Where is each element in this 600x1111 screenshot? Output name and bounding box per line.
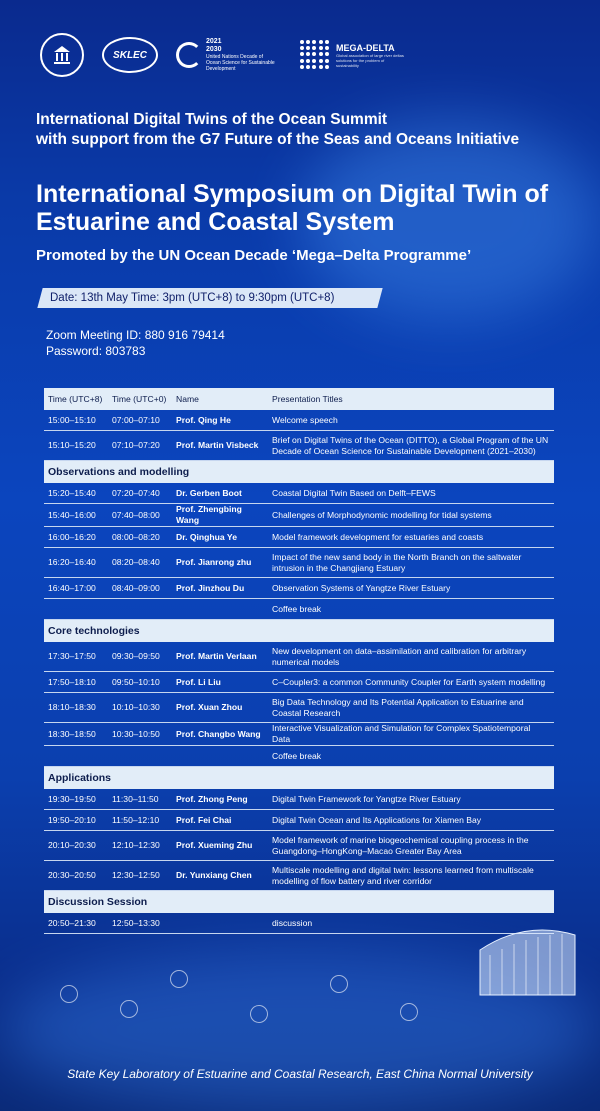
header-time-utc0: Time (UTC+0) <box>108 388 172 410</box>
time-utc8-cell: 18:10–18:30 <box>44 693 108 723</box>
mega-delta-dots-icon <box>300 40 330 70</box>
schedule-row <box>44 693 554 723</box>
time-utc0-cell: 10:30–10:50 <box>108 723 172 746</box>
zoom-info <box>46 327 225 359</box>
section-title: Applications <box>44 767 554 790</box>
speaker-name-cell: Prof. Changbo Wang <box>172 723 268 746</box>
schedule-row <box>44 504 554 527</box>
schedule-row <box>44 431 554 461</box>
section-header-row <box>44 461 554 484</box>
time-utc8-cell: 17:30–17:50 <box>44 642 108 672</box>
section-title: Core technologies <box>44 620 554 643</box>
un-decade-text: United Nations Decade of Ocean Science for Sustainable Development <box>206 54 275 72</box>
time-utc8-cell: 16:20–16:40 <box>44 548 108 578</box>
summit-line-2: with support from the G7 Future of the Seas and Oceans Initiative <box>36 131 520 148</box>
speaker-name-cell: Dr. Yunxiang Chen <box>172 861 268 891</box>
presentation-title-cell: Model framework of marine biogeochemical coupling process in the Guangdong–HongKong–Macao Greater Bay Area <box>268 831 554 861</box>
mega-delta-title: MEGA-DELTA <box>336 42 395 53</box>
time-utc0-cell: 12:10–12:30 <box>108 831 172 861</box>
speaker-name-cell: Prof. Xueming Zhu <box>172 831 268 861</box>
time-utc0-cell: 12:30–12:50 <box>108 861 172 891</box>
summit-line-1: International Digital Twins of the Ocean Summit <box>36 111 388 128</box>
presentation-title-cell: discussion <box>268 913 554 934</box>
un-decade-mark-icon <box>176 42 202 68</box>
presentation-title-cell: New development on data–assimilation and calibration for arbitrary numerical models <box>268 642 554 672</box>
speaker-name-cell: Dr. Gerben Boot <box>172 483 268 504</box>
summit-heading <box>36 110 519 150</box>
speaker-name-cell: Prof. Jinzhou Du <box>172 578 268 599</box>
schedule-header-row <box>44 388 554 410</box>
presentation-title-cell: Interactive Visualization and Simulation for Complex Spatiotemporal Data <box>268 723 554 746</box>
time-utc0-cell: 07:40–08:00 <box>108 504 172 527</box>
presentation-title-cell: Coffee break <box>268 599 554 620</box>
date-time-banner <box>37 288 382 308</box>
tech-icon <box>120 1000 138 1018</box>
campus-building-illustration <box>470 925 580 1000</box>
speaker-name-cell: Prof. Zhong Peng <box>172 789 268 810</box>
time-utc0-cell: 12:50–13:30 <box>108 913 172 934</box>
speaker-name-cell: Prof. Xuan Zhou <box>172 693 268 723</box>
mega-delta-subtitle: Global association of large river deltas solutions for the problem of sustainability <box>336 52 404 68</box>
schedule-row <box>44 861 554 891</box>
speaker-name-cell: Prof. Fei Chai <box>172 810 268 831</box>
tech-icon <box>250 1005 268 1023</box>
schedule-row <box>44 410 554 431</box>
tech-icon <box>170 970 188 988</box>
header-presentation-titles: Presentation Titles <box>268 388 554 410</box>
schedule-row <box>44 723 554 746</box>
presentation-title-cell: Challenges of Morphodynomic modelling for tidal systems <box>268 504 554 527</box>
symposium-subtitle: Promoted by the UN Ocean Decade ‘Mega–Delta Programme’ <box>36 247 472 264</box>
time-utc8-cell: 19:50–20:10 <box>44 810 108 831</box>
schedule-body <box>44 410 554 934</box>
time-utc0-cell: 11:50–12:10 <box>108 810 172 831</box>
time-utc0-cell <box>108 599 172 620</box>
presentation-title-cell: Digital Twin Ocean and Its Applications for Xiamen Bay <box>268 810 554 831</box>
time-utc0-cell: 10:10–10:30 <box>108 693 172 723</box>
speaker-name-cell: Prof. Martin Visbeck <box>172 431 268 461</box>
header-name: Name <box>172 388 268 410</box>
speaker-name-cell: Dr. Qinghua Ye <box>172 527 268 548</box>
header-time-utc8: Time (UTC+8) <box>44 388 108 410</box>
section-header-row <box>44 767 554 790</box>
tech-icon <box>330 975 348 993</box>
university-seal-logo <box>40 33 84 77</box>
time-utc0-cell: 11:30–11:50 <box>108 789 172 810</box>
schedule-row <box>44 810 554 831</box>
schedule-row <box>44 527 554 548</box>
time-utc8-cell: 16:00–16:20 <box>44 527 108 548</box>
time-utc8-cell: 19:30–19:50 <box>44 789 108 810</box>
section-title: Observations and modelling <box>44 461 554 484</box>
speaker-name-cell: Prof. Jianrong zhu <box>172 548 268 578</box>
time-utc8-cell <box>44 599 108 620</box>
tech-icon <box>400 1003 418 1021</box>
presentation-title-cell: C–Coupler3: a common Community Coupler for Earth system modelling <box>268 672 554 693</box>
section-header-row <box>44 891 554 914</box>
presentation-title-cell: Digital Twin Framework for Yangtze River Estuary <box>268 789 554 810</box>
footer-institution: State Key Laboratory of Estuarine and Coastal Research, East China Normal University <box>67 1067 533 1081</box>
time-utc0-cell: 09:50–10:10 <box>108 672 172 693</box>
presentation-title-cell: Brief on Digital Twins of the Ocean (DITTO), a Global Program of the UN Decade of Ocean Science for Sustainable Development (2021–2030) <box>268 431 554 461</box>
time-utc0-cell: 08:40–09:00 <box>108 578 172 599</box>
speaker-name-cell: Prof. Zhengbing Wang <box>172 504 268 527</box>
time-utc8-cell: 15:20–15:40 <box>44 483 108 504</box>
time-utc0-cell <box>108 746 172 767</box>
schedule-row <box>44 642 554 672</box>
time-utc0-cell: 07:00–07:10 <box>108 410 172 431</box>
time-utc0-cell: 07:20–07:40 <box>108 483 172 504</box>
presentation-title-cell: Welcome speech <box>268 410 554 431</box>
time-utc0-cell: 08:20–08:40 <box>108 548 172 578</box>
schedule-table <box>44 388 554 934</box>
time-utc8-cell: 15:40–16:00 <box>44 504 108 527</box>
time-utc8-cell <box>44 746 108 767</box>
presentation-title-cell: Model framework development for estuaries and coasts <box>268 527 554 548</box>
time-utc8-cell: 18:30–18:50 <box>44 723 108 746</box>
time-utc8-cell: 15:00–15:10 <box>44 410 108 431</box>
title-line-1: International Symposium on Digital Twin of <box>36 180 549 208</box>
speaker-name-cell: Prof. Qing He <box>172 410 268 431</box>
schedule-row <box>44 483 554 504</box>
presentation-title-cell: Impact of the new sand body in the North Branch on the saltwater intrusion in the Changjiang Estuary <box>268 548 554 578</box>
schedule-row <box>44 599 554 620</box>
presentation-title-cell: Observation Systems of Yangtze River Estuary <box>268 578 554 599</box>
speaker-name-cell <box>172 913 268 934</box>
sklec-logo: SKLEC <box>102 37 158 73</box>
zoom-meeting-id: Zoom Meeting ID: 880 916 79414 <box>46 328 225 342</box>
logo-row <box>40 30 406 80</box>
time-utc8-cell: 15:10–15:20 <box>44 431 108 461</box>
symposium-title <box>36 180 576 236</box>
date-time-text: Date: 13th May Time: 3pm (UTC+8) to 9:30pm (UTC+8) <box>50 292 335 304</box>
section-title: Discussion Session <box>44 891 554 914</box>
schedule-row <box>44 548 554 578</box>
zoom-password: Password: 803783 <box>46 344 146 358</box>
schedule-row <box>44 746 554 767</box>
schedule-row <box>44 578 554 599</box>
speaker-name-cell: Prof. Martin Verlaan <box>172 642 268 672</box>
time-utc8-cell: 20:10–20:30 <box>44 831 108 861</box>
schedule-row <box>44 831 554 861</box>
section-header-row <box>44 620 554 643</box>
time-utc0-cell: 09:30–09:50 <box>108 642 172 672</box>
time-utc0-cell: 08:00–08:20 <box>108 527 172 548</box>
presentation-title-cell: Big Data Technology and Its Potential Application to Estuarine and Coastal Research <box>268 693 554 723</box>
presentation-title-cell: Coastal Digital Twin Based on Delft–FEWS <box>268 483 554 504</box>
tech-icon <box>60 985 78 1003</box>
mega-delta-logo <box>300 40 406 70</box>
speaker-name-cell: Prof. Li Liu <box>172 672 268 693</box>
time-utc8-cell: 20:30–20:50 <box>44 861 108 891</box>
time-utc0-cell: 07:10–07:20 <box>108 431 172 461</box>
presentation-title-cell: Multiscale modelling and digital twin: lessons learned from multiscale modelling of flow battery and river corridor <box>268 861 554 891</box>
time-utc8-cell: 16:40–17:00 <box>44 578 108 599</box>
presentation-title-cell: Coffee break <box>268 746 554 767</box>
time-utc8-cell: 20:50–21:30 <box>44 913 108 934</box>
speaker-name-cell <box>172 599 268 620</box>
un-decade-years: 2021 2030 <box>206 38 222 53</box>
speaker-name-cell <box>172 746 268 767</box>
time-utc8-cell: 17:50–18:10 <box>44 672 108 693</box>
schedule-row <box>44 789 554 810</box>
schedule-row <box>44 672 554 693</box>
un-ocean-decade-logo <box>176 38 276 72</box>
title-line-2: Estuarine and Coastal System <box>36 208 395 236</box>
